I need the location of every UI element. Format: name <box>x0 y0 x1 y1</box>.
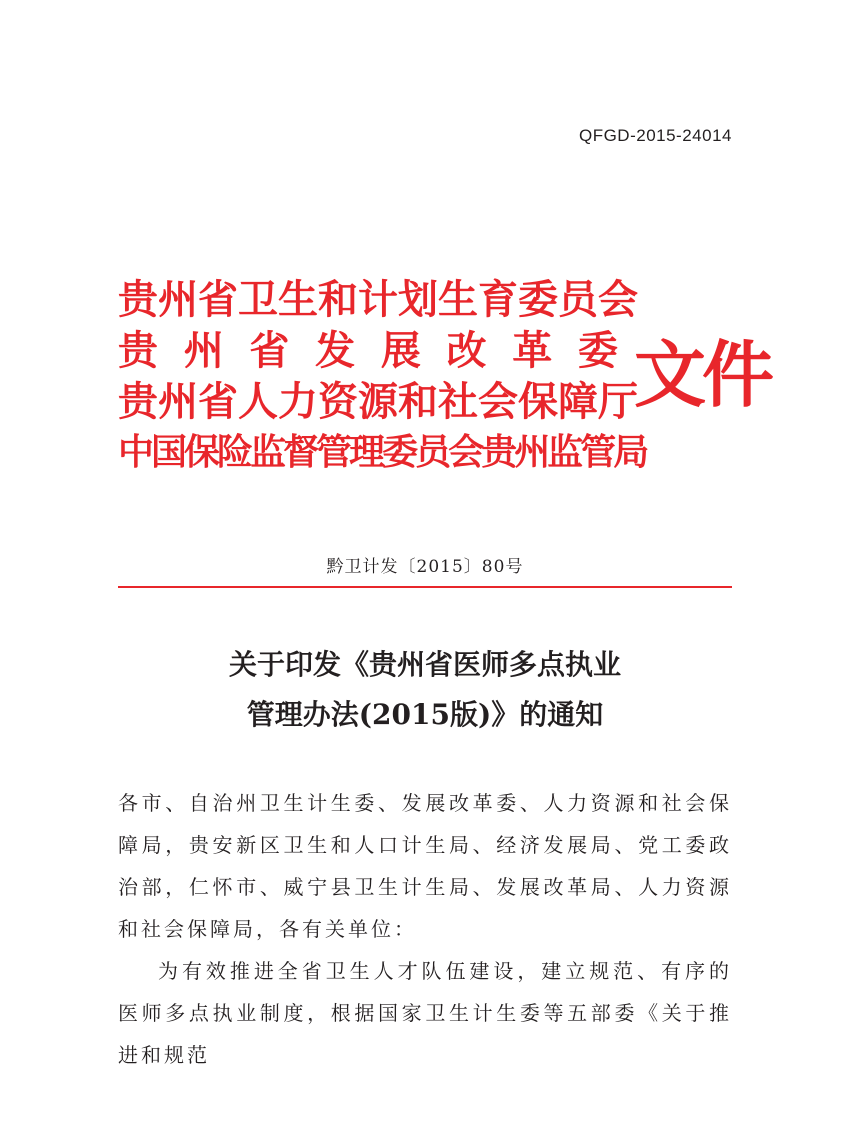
red-divider <box>118 586 732 588</box>
document-suffix: 文件 <box>634 332 771 417</box>
issuer-line-health-commission: 贵 州 省 卫 生 和 计 划 生 育 委 员 会 <box>118 276 638 323</box>
notice-title <box>0 640 850 740</box>
document-code: QFGD-2015-24014 <box>578 126 732 145</box>
body-paragraph-1: 为有效推进全省卫生人才队伍建设，建立规范、有序的医师多点执业制度，根据国家卫生计生委等五部委《关于推进和规范 <box>118 959 732 1067</box>
addressee-paragraph: 各市、自治州卫生计生委、发展改革委、人力资源和社会保障局，贵安新区卫生和人口计生局、经济发展局、党工委政治部，仁怀市、威宁县卫生计生局、发展改革局、人力资源和社会保障局，各有关单位： <box>118 791 732 941</box>
notice-title-line2: 管理办法(2015版)》的通知 <box>246 698 604 731</box>
notice-body <box>118 782 732 1076</box>
issuer-line-insurance-regulator: 中 国 保 险 监 督 管 理 委 员 会 贵 州 监 管 局 <box>118 431 647 473</box>
document-number: 黔卫计发〔2015〕80号 <box>326 557 524 577</box>
notice-title-line1: 关于印发《贵州省医师多点执业 <box>228 648 621 681</box>
issuer-line-development-reform: 贵 州 省 发 展 改 革 委 <box>118 327 618 374</box>
issuer-line-human-resources: 贵 州 省 人 力 资 源 和 社 会 保 障 厅 <box>118 378 638 425</box>
issuing-authorities <box>118 274 647 478</box>
